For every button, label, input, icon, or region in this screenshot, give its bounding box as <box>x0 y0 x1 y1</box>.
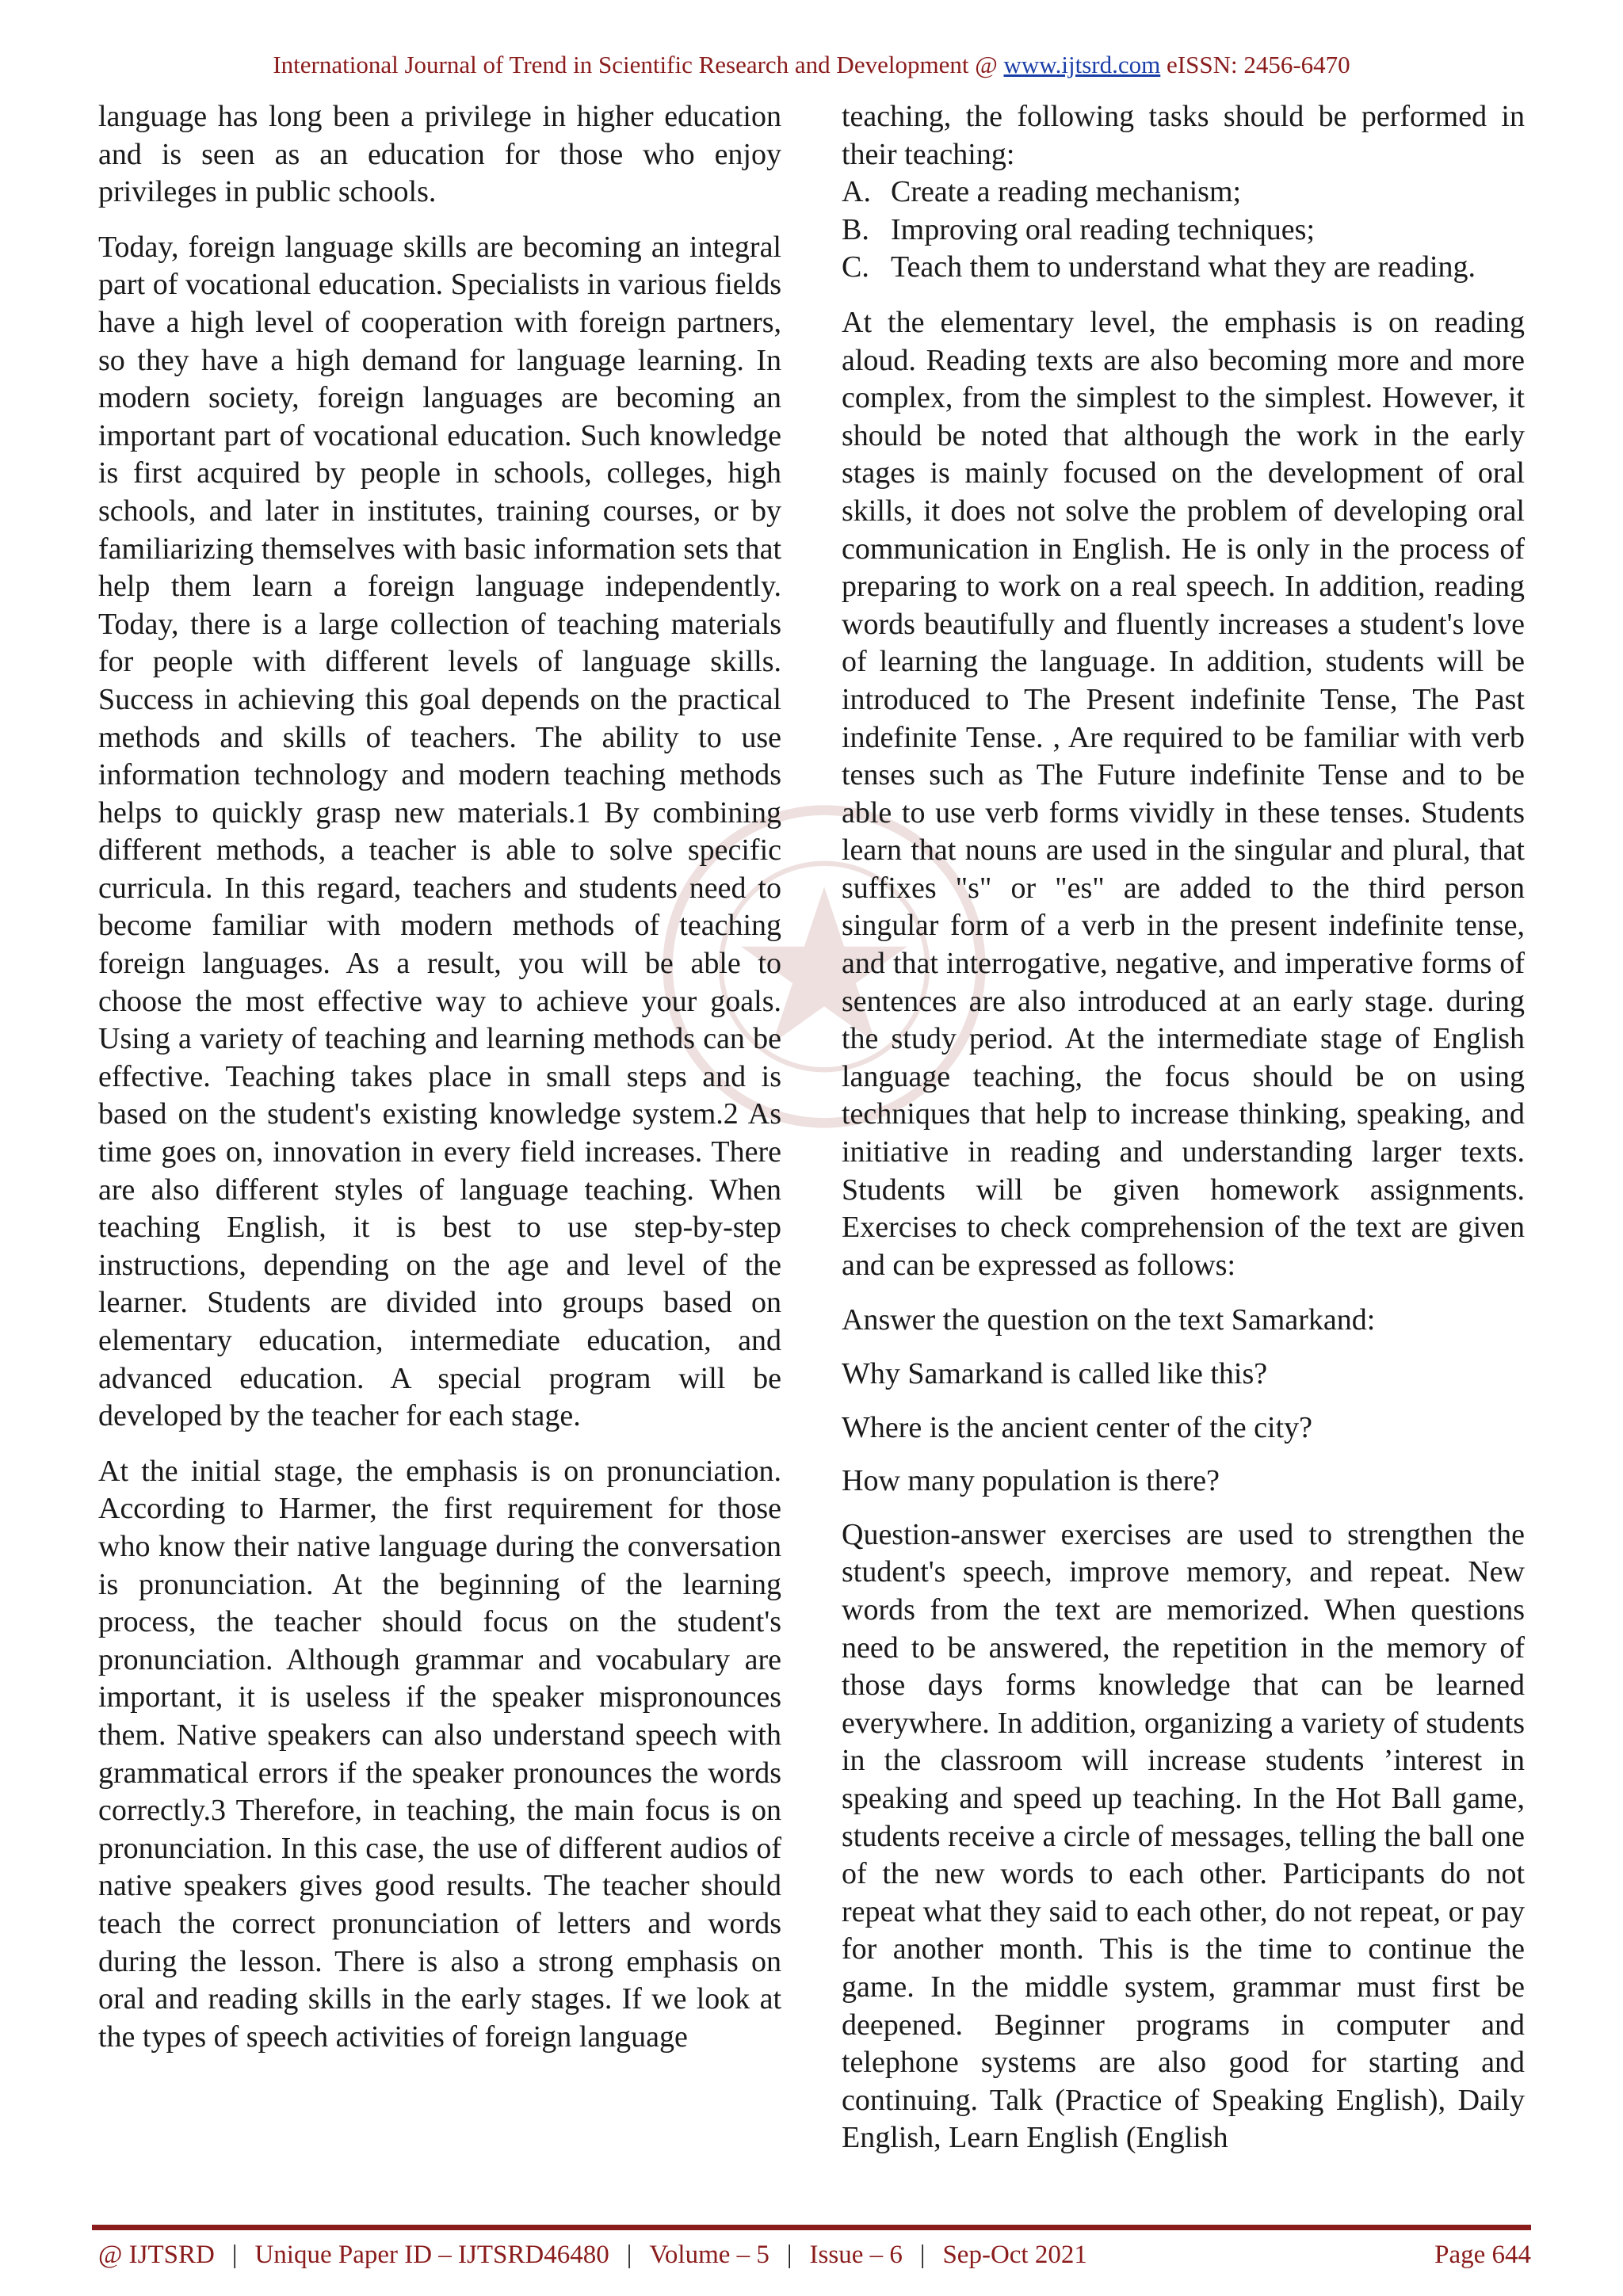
footer-journal: @ IJTSRD <box>98 2241 215 2269</box>
right-column <box>842 98 1525 2175</box>
list-item <box>842 249 1525 287</box>
list-item <box>842 212 1525 250</box>
footer-paper-id: Unique Paper ID – IJTSRD46480 <box>254 2241 609 2269</box>
footer <box>98 2241 1531 2270</box>
question: Why Samarkand is called like this? <box>842 1357 1268 1390</box>
paragraph: teaching, the following tasks should be performed in their teaching: <box>842 100 1525 171</box>
footer-issue: Issue – 6 <box>809 2241 903 2269</box>
list-item <box>842 174 1525 212</box>
footer-separator: | <box>786 2241 792 2269</box>
list-text: Create a reading mechanism; <box>891 175 1242 209</box>
question: How many population is there? <box>842 1464 1220 1498</box>
list-marker: A. <box>842 175 871 209</box>
paragraph: At the initial stage, the emphasis is on pronunciation. According to Harmer, the first requirement for those who know their native language during the conversation is pronunciation. At the beginning of the learning process, the teacher should focus on the student's pronunciation. Although grammar and vocabulary are important, it is useless if the speaker mispronounces them. Native speakers can also understand speech with grammatical errors if the speaker pronounces the words correctly.3 Therefore, in teaching, the main focus is on pronunciation. In this case, the use of different audios of native speakers gives good results. The teacher should teach the correct pronunciation of letters and words during the lesson. There is also a strong emphasis on oral and reading skills in the early stages. If we look at the types of speech activities of foreign language <box>98 1454 781 2054</box>
footer-divider <box>92 2225 1531 2230</box>
footer-separator: | <box>231 2241 238 2269</box>
paragraph: language has long been a privilege in higher education and is seen as an education for those who enjoy privileges in public schools. <box>98 100 781 209</box>
footer-date: Sep-Oct 2021 <box>942 2241 1087 2269</box>
paragraph: At the elementary level, the emphasis is on reading aloud. Reading texts are also becoming more and more complex, from the simplest to the simplest. However, it should be noted that although the work in the early stages is mainly focused on the development of oral skills, it does not solve the problem of developing oral communication in English. He is only in the process of preparing to work on a real speech. In addition, reading words beautifully and fluently increases a student's love of learning the language. In addition, students will be introduced to The Present indefinite Tense, The Past indefinite Tense. , Are required to be familiar with verb tenses such as The Future indefinite Tense and to be able to use verb forms vividly in these tenses. Students learn that nouns are used in the singular and plural, that suffixes "s" or "es" are added to the third person singular form of a verb in the present indefinite tense, and that interrogative, negative, and imperative forms of sentences are also introduced at an early stage. during the study period. At the intermediate stage of English language teaching, the focus should be on using techniques that help to increase thinking, speaking, and initiative in reading and understanding larger texts. Students will be given homework assignments. Exercises to check comprehension of the text are given and can be expressed as follows: <box>842 305 1525 1282</box>
footer-separator: | <box>626 2241 632 2269</box>
paragraph: Today, foreign language skills are becoming an integral part of vocational education. Specialists in various fields have a high level of cooperation with foreign partners, so they have a high demand for language learning. In modern society, foreign languages are becoming an important part of vocational education. Such knowledge is first acquired by people in schools, colleges, high schools, and later in institutes, training courses, or by familiarizing themselves with basic information sets that help them learn a foreign language independently. Today, there is a large collection of teaching materials for people with different levels of language skills. Success in achieving this goal depends on the practical methods and skills of teachers. The ability to use information technology and modern teaching methods helps to quickly grasp new materials.1 By combining different methods, a teacher is able to solve specific curricula. In this regard, teachers and students need to become familiar with modern methods of teaching foreign languages. As a result, you will be able to choose the most effective way to achieve your goals. Using a variety of teaching and learning methods can be effective. Teaching takes place in small steps and is based on the student's existing knowledge system.2 As time goes on, innovation in every field increases. There are also different styles of language teaching. When teaching English, it is best to use step-by-step instructions, depending on the age and level of the learner. Students are divided into groups based on elementary education, intermediate education, and advanced education. A special program will be developed by the teacher for each stage. <box>98 230 781 1433</box>
issn: eISSN: 2456-6470 <box>1167 51 1350 78</box>
left-column <box>98 98 781 2073</box>
footer-separator: | <box>919 2241 926 2269</box>
list-text: Improving oral reading techniques; <box>891 212 1316 246</box>
list-marker: B. <box>842 212 869 246</box>
list-text: Teach them to understand what they are reading. <box>891 250 1476 284</box>
question: Where is the ancient center of the city? <box>842 1410 1312 1444</box>
footer-info <box>98 2241 1087 2270</box>
list-marker: C. <box>842 250 869 284</box>
journal-name: International Journal of Trend in Scientific Research and Development @ <box>273 51 998 78</box>
task-list <box>842 174 1525 287</box>
paragraph: Question-answer exercises are used to strengthen the student's speech, improve memory, and repeat. New words from the text are memorized. When questions need to be answered, the repetition in the memory of those days forms knowledge that can be learned everywhere. In addition, organizing a variety of students in the classroom will increase students ’interest in speaking and speed up teaching. In the Hot Ball game, students receive a circle of messages, telling the ball one of the new words to each other. Participants do not repeat what they said to each other, do not repeat, or pay for another month. This is the time to continue the game. In the middle system, grammar must first be deepened. Beginner programs in computer and telephone systems are also good for starting and continuing. Talk (Practice of Speaking English), Daily English, Learn English (English <box>842 1517 1525 2155</box>
journal-url-link[interactable]: www.ijtsrd.com <box>1003 51 1161 78</box>
footer-volume: Volume – 5 <box>649 2241 769 2269</box>
question-intro: Answer the question on the text Samarkand: <box>842 1303 1376 1337</box>
running-header <box>0 51 1623 79</box>
page-number: Page 644 <box>1434 2241 1531 2269</box>
